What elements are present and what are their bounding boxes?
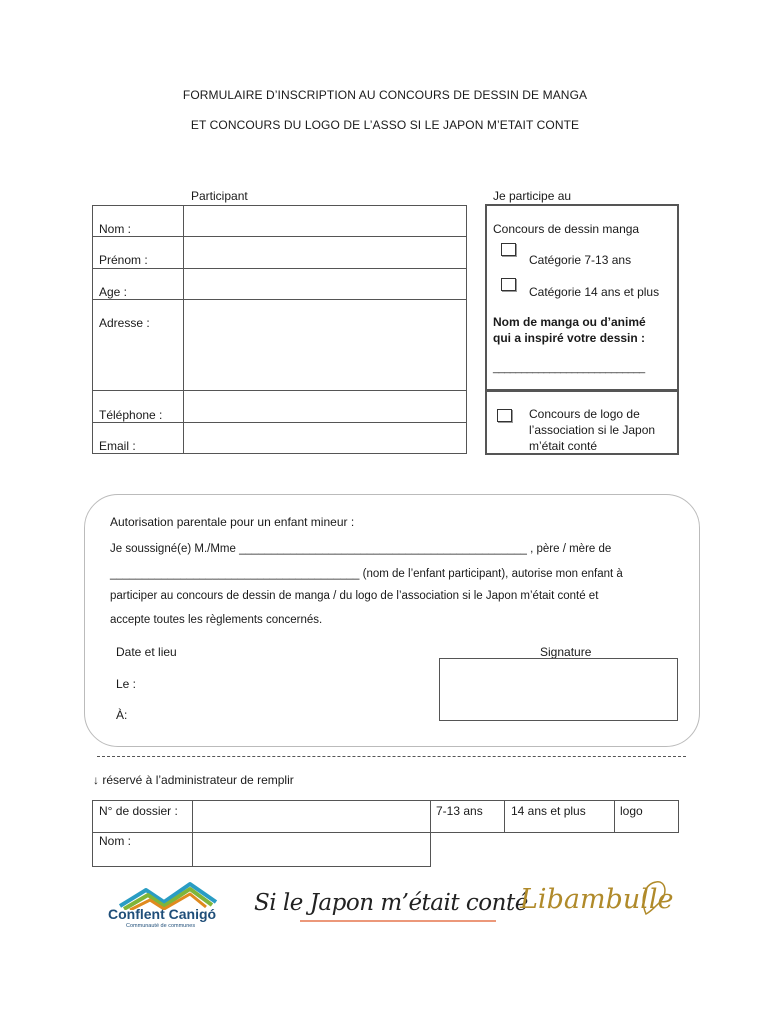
admin-col-logo: logo (620, 804, 643, 818)
date-place-label: Date et lieu (116, 645, 177, 659)
authorization-line1: Je soussigné(e) M./Mme _____________________________________________ , père / mère de (110, 543, 612, 555)
form-title-line1: FORMULAIRE D’INSCRIPTION AU CONCOURS DE DESSIN DE MANGA (182, 88, 588, 102)
manga-contest-label: Concours de dessin manga (493, 222, 640, 236)
bubble-icon (640, 878, 670, 918)
category-14-plus-label: Catégorie 14 ans et plus (529, 285, 660, 299)
category-7-13-checkbox[interactable] (501, 243, 516, 256)
admin-col-14-plus: 14 ans et plus (511, 804, 586, 818)
participation-heading: Je participe au (493, 189, 572, 203)
admin-note: ↓ réservé à l’administrateur de remplir (93, 773, 294, 787)
authorization-line3: participer au concours de dessin de manga / du logo de l’association si le Japon m’était conté et (110, 590, 599, 602)
logo-contest-label-line1: Concours de logo de (529, 407, 640, 421)
conflent-canigo-logo (106, 880, 231, 935)
nom-field[interactable] (184, 206, 466, 236)
authorization-line2: _______________________________________ (nom de l’enfant participant), autorise mon enfant à (110, 568, 623, 580)
logo-contest-label-line3: m’était conté (529, 439, 598, 453)
inspiration-label-line2: qui a inspiré votre dessin : (493, 331, 646, 345)
age-field[interactable] (184, 269, 466, 299)
japon-underline (300, 918, 500, 924)
logo-contest-checkbox[interactable] (497, 409, 512, 422)
participant-heading: Participant (191, 189, 248, 203)
japon-logo: Si le Japon m’était conté (254, 890, 528, 916)
conflent-subtitle: Communauté de communes (126, 923, 196, 929)
signature-label: Signature (540, 645, 592, 659)
email-label: Email : (99, 439, 136, 453)
signature-box[interactable] (439, 658, 678, 721)
admin-nom-label: Nom : (99, 834, 132, 848)
admin-nom-field[interactable] (193, 833, 430, 866)
conflent-name: Conflent Canigó (108, 906, 217, 922)
email-field[interactable] (184, 423, 466, 453)
telephone-label: Téléphone : (99, 408, 163, 422)
authorization-line4: accepte toutes les règlements concernés. (110, 614, 323, 626)
age-label: Age : (99, 285, 128, 299)
adresse-label: Adresse : (99, 316, 150, 330)
authorization-heading: Autorisation parentale pour un enfant mineur : (110, 515, 355, 529)
telephone-field[interactable] (184, 391, 466, 422)
libambulle-logo: Libambulle (520, 884, 674, 915)
a-label: À: (116, 708, 128, 722)
le-label: Le : (116, 677, 137, 691)
inspiration-label-line1: Nom de manga ou d’animé (493, 315, 646, 329)
inspiration-blank-line[interactable]: ___________________________ (493, 362, 645, 374)
logo-contest-label-line2: l’association si le Japon (529, 423, 656, 437)
category-14-plus-checkbox[interactable] (501, 278, 516, 291)
adresse-field[interactable] (184, 300, 466, 390)
prenom-label: Prénom : (99, 253, 148, 267)
dossier-field[interactable] (193, 801, 430, 832)
cut-line (97, 756, 686, 757)
admin-col-7-13: 7-13 ans (436, 804, 483, 818)
dossier-label: N° de dossier : (99, 804, 178, 818)
prenom-field[interactable] (184, 237, 466, 268)
nom-label: Nom : (99, 222, 132, 236)
form-title-line2: ET CONCOURS DU LOGO DE L’ASSO SI LE JAPON M’ETAIT CONTE (190, 118, 580, 132)
category-7-13-label: Catégorie 7-13 ans (529, 253, 632, 267)
